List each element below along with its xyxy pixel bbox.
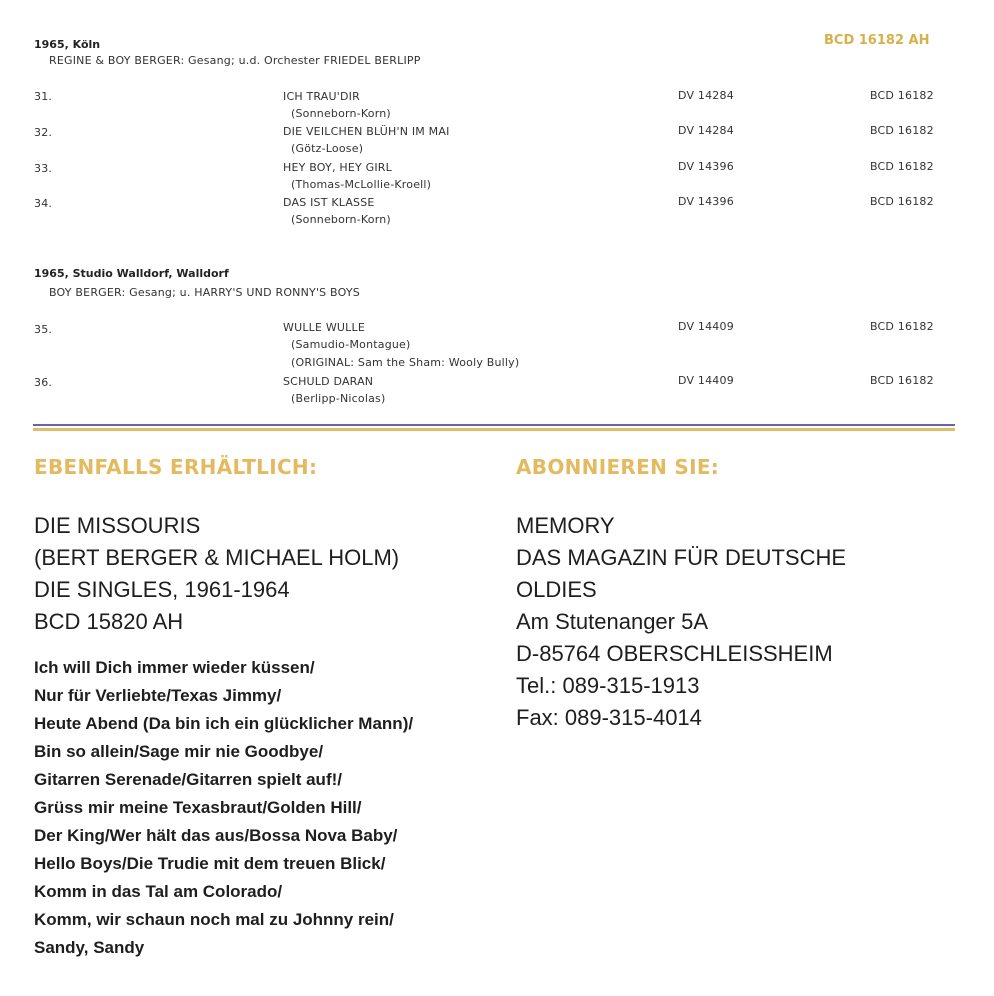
phone: Tel.: 089-315-1913 [516,673,700,698]
song-line: Bin so allein/Sage mir nie Goodbye/ [34,742,324,761]
available-heading: EBENFALLS ERHÄLTLICH: [34,455,318,479]
track-title: HEY BOY, HEY GIRL [283,161,392,174]
album-artist: DIE MISSOURIS [34,513,201,538]
track-bcd: BCD 16182 [870,160,934,173]
album-title: DIE SINGLES, 1961-1964 [34,577,290,602]
subscribe-heading: ABONNIEREN SIE: [516,455,720,479]
album-catalog: BCD 15820 AH [34,609,184,634]
fax: Fax: 089-315-4014 [516,705,702,730]
track-writers: (Sonneborn-Korn) [291,213,391,226]
song-line: Hello Boys/Die Trudie mit dem treuen Blick/ [34,854,386,873]
track-writers: (Samudio-Montague) [291,338,411,351]
track-writers: (Thomas-McLollie-Kroell) [291,178,432,191]
divider-gold [33,428,955,431]
track-bcd: BCD 16182 [870,374,934,387]
song-line: Sandy, Sandy [34,938,145,957]
track-writers: (Berlipp-Nicolas) [291,392,386,405]
track-title: SCHULD DARAN [283,375,374,388]
session-credits: BOY BERGER: Gesang; u. HARRY'S UND RONNY'S BOYS [49,286,360,299]
song-line: Gitarren Serenade/Gitarren spielt auf!/ [34,770,342,789]
session-title: 1965, Studio Walldorf, Walldorf [34,267,229,280]
catalog-number: BCD 16182 AH [824,33,930,48]
track-bcd: BCD 16182 [870,195,934,208]
session-title: 1965, Köln [34,38,101,51]
song-line: Grüss mir meine Texasbraut/Golden Hill/ [34,798,362,817]
magazine-subtitle: DAS MAGAZIN FÜR DEUTSCHE [516,545,847,570]
address-street: Am Stutenanger 5A [516,609,709,634]
track-dv: DV 14396 [678,160,734,173]
address-city: D-85764 OBERSCHLEISSHEIM [516,641,833,666]
magazine-name: MEMORY [516,513,615,538]
song-line: Heute Abend (Da bin ich ein glücklicher Mann)/ [34,714,414,733]
track-number: 36. [34,376,53,389]
song-line: Komm, wir schaun noch mal zu Johnny rein/ [34,910,394,929]
divider-purple [33,424,955,426]
song-line: Komm in das Tal am Colorado/ [34,882,283,901]
track-number: 32. [34,126,53,139]
song-line: Nur für Verliebte/Texas Jimmy/ [34,686,282,705]
track-number: 31. [34,90,53,103]
track-dv: DV 14284 [678,89,734,102]
track-dv: DV 14409 [678,374,734,387]
track-note: (ORIGINAL: Sam the Sham: Wooly Bully) [291,356,520,369]
song-line: Ich will Dich immer wieder küssen/ [34,658,315,677]
track-title: WULLE WULLE [283,321,365,334]
track-number: 34. [34,197,53,210]
track-bcd: BCD 16182 [870,124,934,137]
track-writers: (Götz-Loose) [291,142,364,155]
session-credits: REGINE & BOY BERGER: Gesang; u.d. Orchester FRIEDEL BERLIPP [49,54,421,67]
track-dv: DV 14409 [678,320,734,333]
track-title: ICH TRAU'DIR [283,90,360,103]
track-number: 33. [34,162,53,175]
track-bcd: BCD 16182 [870,320,934,333]
track-title: DIE VEILCHEN BLÜH'N IM MAI [283,125,450,138]
album-members: (BERT BERGER & MICHAEL HOLM) [34,545,400,570]
song-line: Der King/Wer hält das aus/Bossa Nova Baby/ [34,826,398,845]
track-title: DAS IST KLASSE [283,196,375,209]
track-writers: (Sonneborn-Korn) [291,107,391,120]
track-number: 35. [34,323,53,336]
magazine-subtitle-cont: OLDIES [516,577,597,602]
track-dv: DV 14396 [678,195,734,208]
track-dv: DV 14284 [678,124,734,137]
track-bcd: BCD 16182 [870,89,934,102]
